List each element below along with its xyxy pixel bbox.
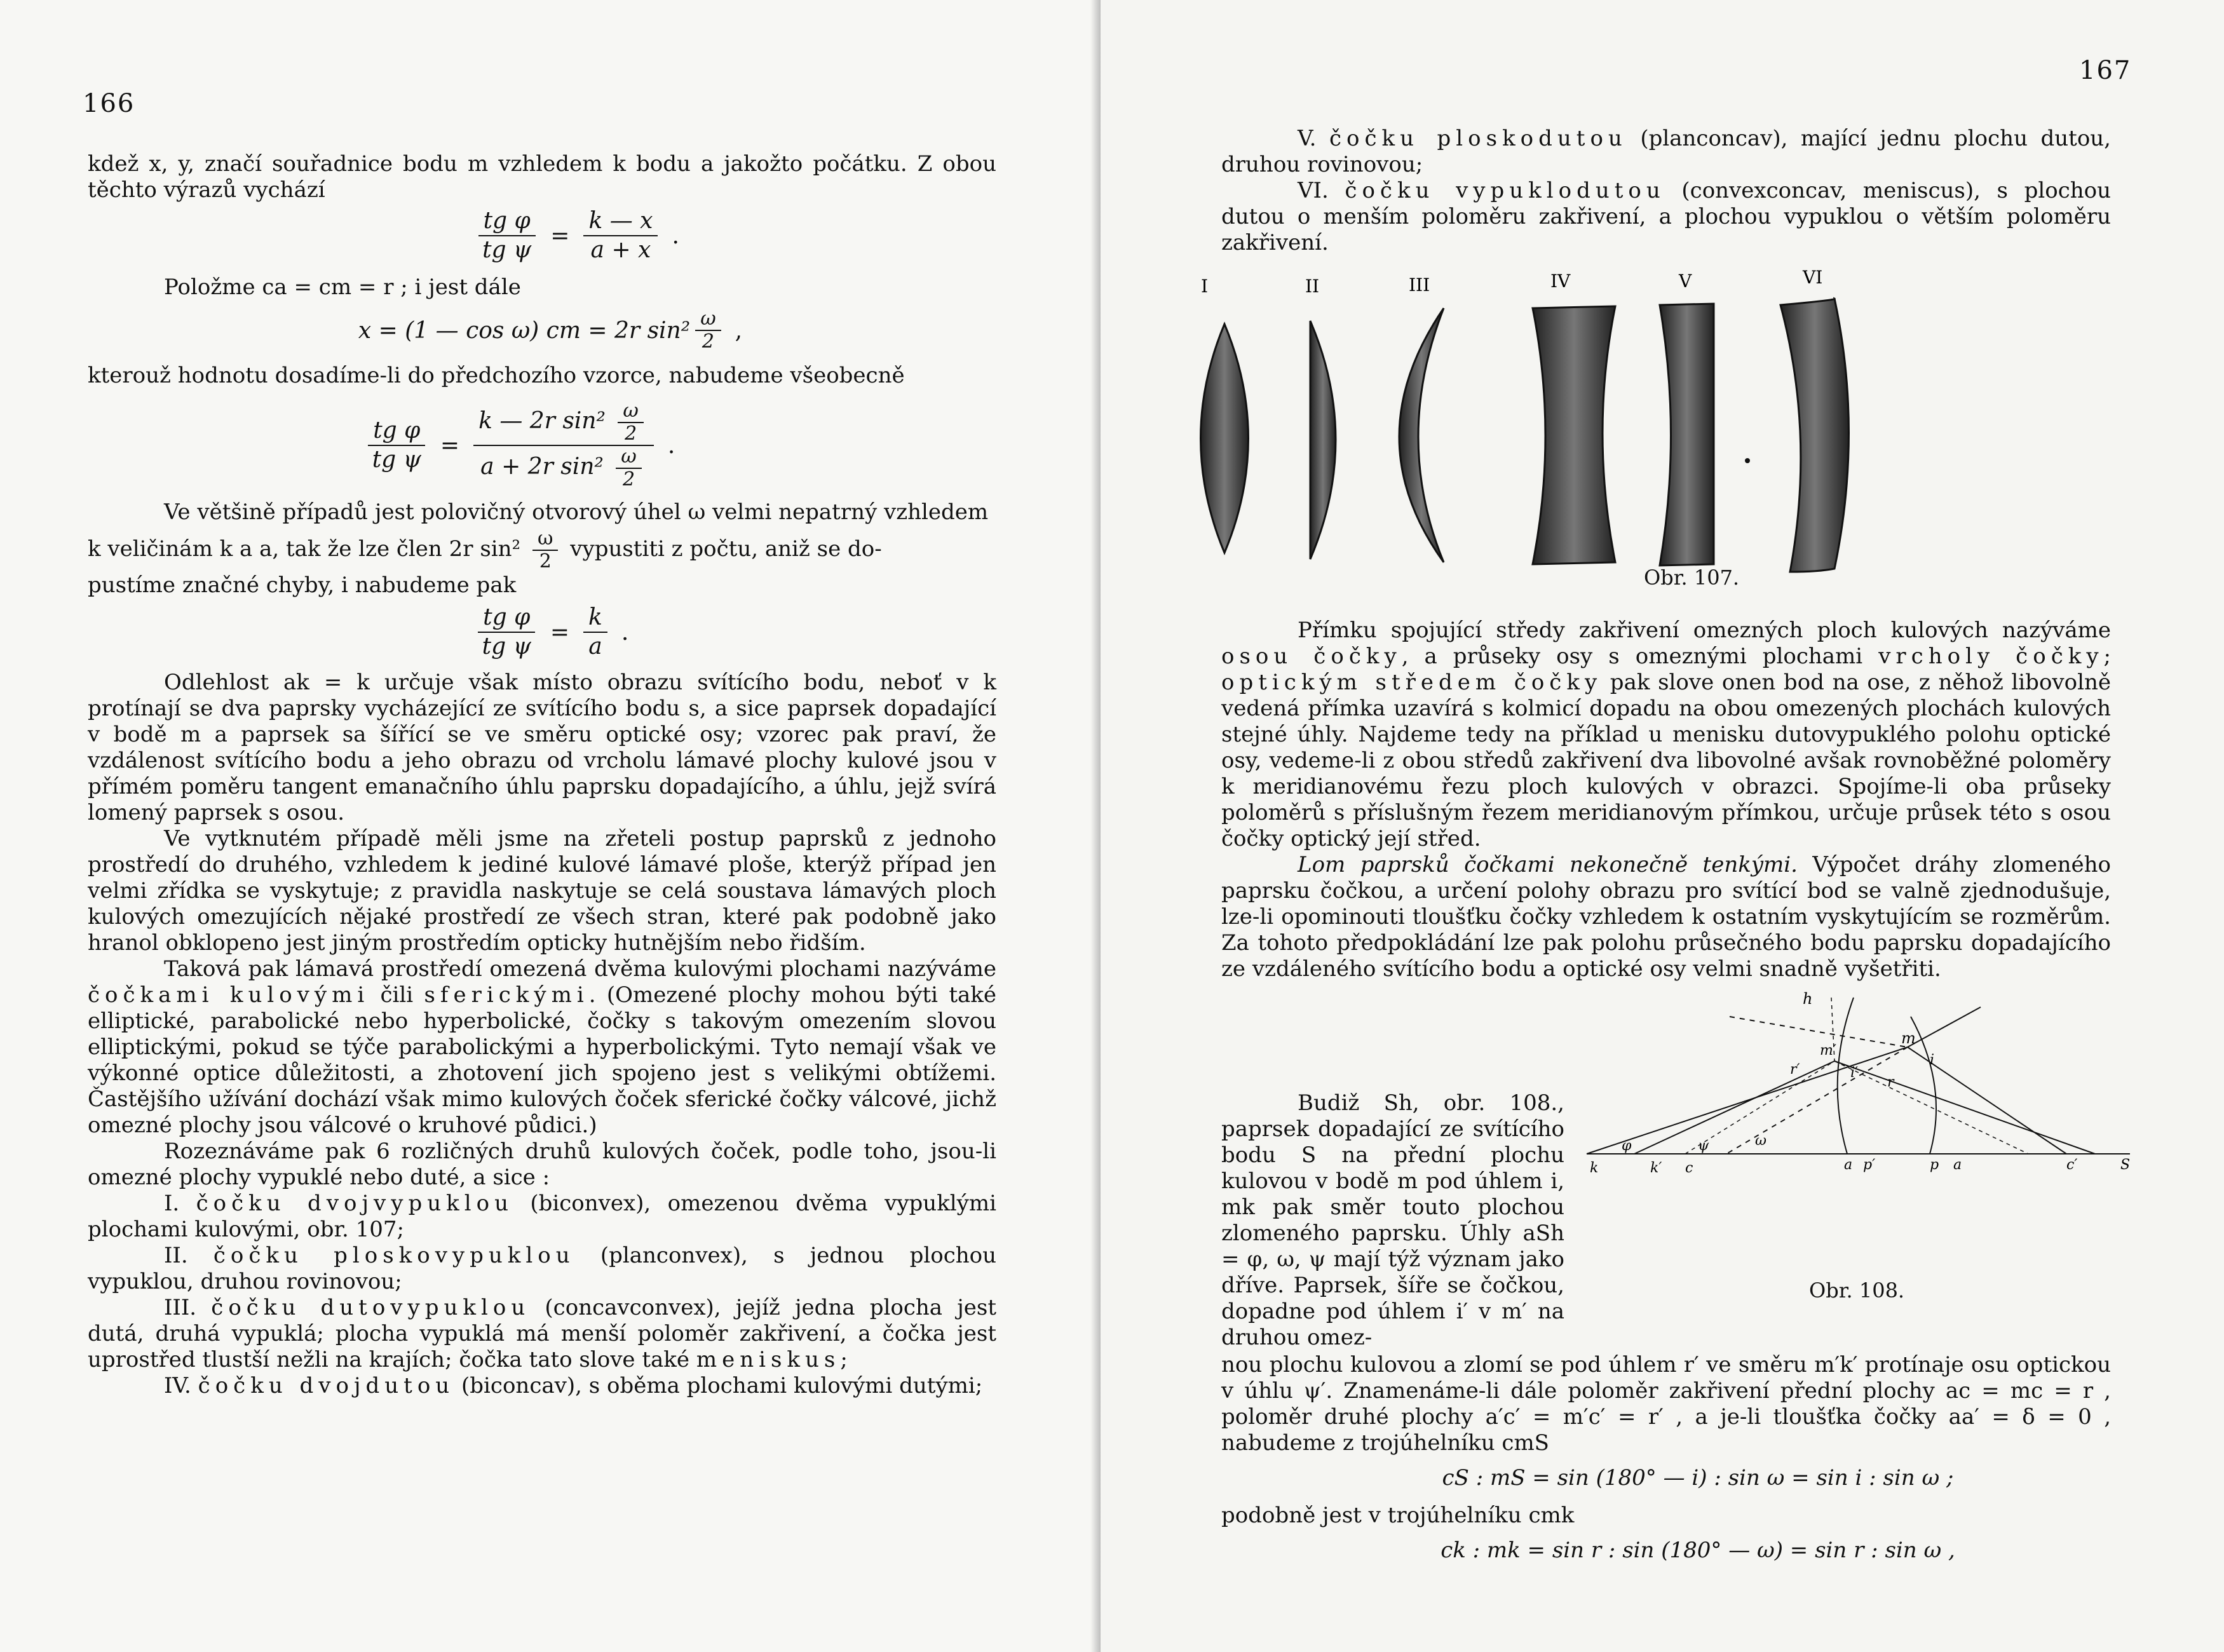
paragraph: nou plochu kulovou a zlomí se pod úhlem r′ ve směru m′k′ protínaje osu optickou v úhlu ψ′. Znamenáme-li dále poloměr zakřivení přední plochy ac = mc = r , poloměr druhé plochy a′c′ = m′c′ = r′ , a je-li tloušťka čočky aa′ = δ = 0 , nabudeme z trojúhelníku cmS xyxy=(1221,1352,2111,1456)
page-number: 166 xyxy=(83,89,135,118)
paragraph: Budiž Sh, obr. 108., paprsek dopadající ze svítícího bodu S na přední plochu kulovou v bodě m pod úhlem i, mk pak směr touto plochou zlomeného paprsku. Úhly aSh = φ, ω, ψ mají týž význam jako dříve. Paprsek, šíře se čočkou, dopadne pod úhlem i′ v m′ na druhou omez- xyxy=(1221,1090,1564,1350)
lens-planconcav xyxy=(1660,304,1714,565)
figure-label: r xyxy=(1887,1074,1894,1090)
equation-5: cS : mS = sin (180° — i) : sin ω = sin i : sin ω ; xyxy=(1442,1465,1954,1491)
figure-label: c′ xyxy=(2066,1157,2078,1173)
figure-label: ω xyxy=(1755,1133,1766,1149)
paragraph: k veličinám k a a, tak že lze člen 2r sin² $\frac{\omega}{2}$ vypustiti z počtu, aniž se do- xyxy=(88,527,882,572)
list-item: VI. čočku vypuklodutou (convexconcav, meniscus), s plochou dutou o menším poloměru zakřivení, a plochou vypuklou o větším poloměru zakřivení. xyxy=(1221,178,2112,255)
paragraph: Položme ca = cm = r ; i jest dále xyxy=(164,274,521,300)
figure-label: ψ xyxy=(1698,1138,1709,1154)
refracted-ray xyxy=(1634,1061,1834,1154)
paragraph: Ve vytknutém případě měli jsme na zřeteli postup paprsků z jednoho prostředí do druhého, vzhledem k jediné kulové lámavé ploše, kterýž případ jen velmi zřídka se vyskytuje; z pravidla naskytuje se celá soustava lámavých ploch kulových omezujících nějaké prostředí ze všech stran, které pak podobně jako hranol obklopeno jest jiným prostředím opticky hutnějším nebo řidším. xyxy=(88,826,996,956)
lens-label: I xyxy=(1201,276,1209,297)
paragraph: podobně jest v trojúhelníku cmk xyxy=(1221,1503,1575,1528)
equation-4: $\frac{\text{tg φ}}{\text{tg ψ}}$ = $\frac{k}{a}$ . xyxy=(113,604,996,661)
right-column-middle xyxy=(1221,618,2111,982)
figure-label: a xyxy=(1844,1157,1853,1173)
figure-label: m xyxy=(1901,1029,1916,1047)
paragraph: Lom paprsků čočkami nekonečně tenkými. Výpočet dráhy zlomeného paprsku čočkou, a určení polohy obrazu pro svítící bod se valně zjednodušuje, lze-li opominouti tloušťku čočky vzhledem k ostatním vyskytujícím se rozměrům. Za tohoto předpokládání lze pak polohu průsečného bodu paprsku dopadajícího ze vzdáleného svítícího bodu a optické osy velmi snadně vyšetřiti. xyxy=(1221,852,2111,982)
figure-108-caption: Obr. 108. xyxy=(1809,1278,1905,1303)
lens-label: IV xyxy=(1550,271,1571,292)
list-item: V. čočku ploskodutou (planconcav), mající jednu plochu dutou, druhou rovinovou; xyxy=(1221,126,2111,177)
figure-label: i′ xyxy=(1850,1065,1859,1081)
figure-107 xyxy=(1196,261,2149,604)
list-item: IV. čočku dvojdutou (biconcav), s oběma plochami kulovými dutými; xyxy=(164,1373,983,1398)
right-page xyxy=(1101,0,2224,1652)
list-item: II. čočku ploskovypuklou (planconvex), s jednou plochou vypuklou, druhou rovinovou; xyxy=(88,1243,996,1294)
paragraph: Rozeznáváme pak 6 rozličných druhů kulových čoček, podle toho, jsou-li omezné plochy vypuklé nebo duté, a sice : xyxy=(88,1139,996,1190)
normal-dashed xyxy=(1730,1017,1908,1047)
figure-label: S xyxy=(2120,1157,2131,1173)
list-item: III. čočku dutovypuklou (concavconvex), jejíž jedna plocha jest dutá, druhá vypuklá; plocha vypuklá má menší poloměr zakřivení, a čočka jest uprostřed tlustší nežli na krajích; čočka tato slove také meniskus; xyxy=(88,1295,996,1372)
right-column-bottom xyxy=(1221,1352,2111,1564)
lens-biconcav xyxy=(1533,306,1615,564)
equation-2: x = (1 — cos ω) cm = 2r sin² $\frac{\omega}{2}$ , xyxy=(358,308,743,353)
equation-1: $\frac{\text{tg φ}}{\text{tg ψ}}$ = $\frac{k — x}{a + x}$ . xyxy=(164,207,996,264)
lens-biconvex xyxy=(1201,324,1249,553)
right-column-narrow xyxy=(1221,1090,1564,1351)
paragraph: kterouž hodnotu dosadíme-li do předchozího vzorce, nabudeme všeobecně xyxy=(88,363,905,388)
page-number: 167 xyxy=(2079,56,2132,85)
equation-3: $\frac{\text{tg φ}}{\text{tg ψ}}$ = k — 2r sin² $\frac{\omega}{2}$ a + 2r sin² $\frac{\omega}{2}$ . xyxy=(50,400,996,491)
lens-label: II xyxy=(1305,276,1320,297)
figure-label: p′ xyxy=(1863,1157,1876,1173)
figure-label: k xyxy=(1590,1160,1599,1176)
list-item: I. čočku dvojvypuklou (biconvex), omezenou dvěma vypuklými plochami kulovými, obr. 107; xyxy=(88,1191,996,1242)
paragraph: Taková pak lámavá prostředí omezená dvěma kulovými plochami nazýváme čočkami kulovými čili sferickými. (Omezené plochy mohou býti také elliptické, parabolické nebo hyperbolické, čočky s takovým omezením slovou elliptickými, pokud se týče parabolickými a hyperbolickými. Tyto nemají však ve výkonné optice důležitosti, a zhotovení jich spojeno jest s velikými obtížemi. Častějšího užívání dochází však mimo kulových čoček sferické čočky válcové, jichž omezné plochy jsou válcové o kruhové půdici.) xyxy=(88,956,996,1138)
figure-label: φ xyxy=(1622,1138,1632,1154)
right-column-top xyxy=(1221,126,2111,256)
incident-ray xyxy=(1587,1047,1908,1154)
dashed-ray xyxy=(1726,1047,1908,1154)
print-speck xyxy=(1745,458,1750,463)
paragraph: kdež x, y, značí souřadnice bodu m vzhledem k bodu a jakožto počátku. Z obou těchto výrazů vychází xyxy=(88,151,996,203)
figure-label: p xyxy=(1930,1157,1939,1173)
lens-convexconcav xyxy=(1780,299,1849,572)
figure-label: a xyxy=(1953,1157,1962,1173)
paragraph: Ve většině případů jest polovičný otvorový úhel ω velmi nepatrný vzhledem xyxy=(164,499,989,525)
figure-label: h xyxy=(1803,991,1813,1008)
figure-label: k′ xyxy=(1650,1160,1662,1176)
figure-108 xyxy=(1583,991,2136,1233)
emerging-ray xyxy=(1834,1061,2095,1154)
lens-concavconvex xyxy=(1399,308,1444,562)
paragraph: pustíme značné chyby, i nabudeme pak xyxy=(88,572,517,598)
figure-107-caption: Obr. 107. xyxy=(1644,565,1740,590)
paragraph: Odlehlost ak = k určuje však místo obrazu svítícího bodu, neboť v k protínají se dva paprsky vycházející ze svítícího bodu s, a sice paprsek dopadající v bodě m a paprsek sa šířící se ve směru optické osy; vzorec pak praví, že vzdálenost svítícího bodu a jeho obrazu od vrcholu lámavé plochy kulové jsou v přímém poměru tangent emanačního úhlu paprsku dopadajícího, a úhlu, jejž svírá lomený paprsek s osou. xyxy=(88,670,996,825)
dashed-ray xyxy=(1834,1061,2028,1154)
equation-6: ck : mk = sin r : sin (180° — ω) = sin r : sin ω , xyxy=(1441,1538,1955,1563)
lens-label: VI xyxy=(1803,267,1823,288)
lens-planconvex xyxy=(1310,321,1336,559)
lens-label: V xyxy=(1679,271,1692,292)
figure-label: m′ xyxy=(1820,1043,1836,1059)
figure-label: r′ xyxy=(1790,1062,1800,1078)
left-column xyxy=(88,151,996,1399)
incident-ray-extension xyxy=(1908,1007,1981,1047)
paragraph: Přímku spojující středy zakřivení omezných ploch kulových nazýváme osou čočky, a průseky osy s omeznými plochami vrcholy čočky; optickým středem čočky pak slove onen bod na ose, z něhož libovolně vedená přímka uzavírá s kolmicí dopadu na obou omezených plochách kulových stejné úhly. Najdeme tedy na příklad u menisku dutovypuklého polohu optické osy, vedeme-li z obou středů zakřivení dva libovolné avšak rovnoběžné poloměry k meridianovému řezu ploch kulových v obrazci. Spojíme-li oba průseky poloměrů s příslušným řezem meridianovým přímkou, určuje průsek této s osou čočky optický její střed. xyxy=(1221,618,2112,851)
figure-label: i xyxy=(1930,1052,1935,1068)
lens-label: III xyxy=(1409,274,1430,295)
figure-label: c xyxy=(1685,1160,1693,1176)
left-page xyxy=(0,0,1099,1652)
